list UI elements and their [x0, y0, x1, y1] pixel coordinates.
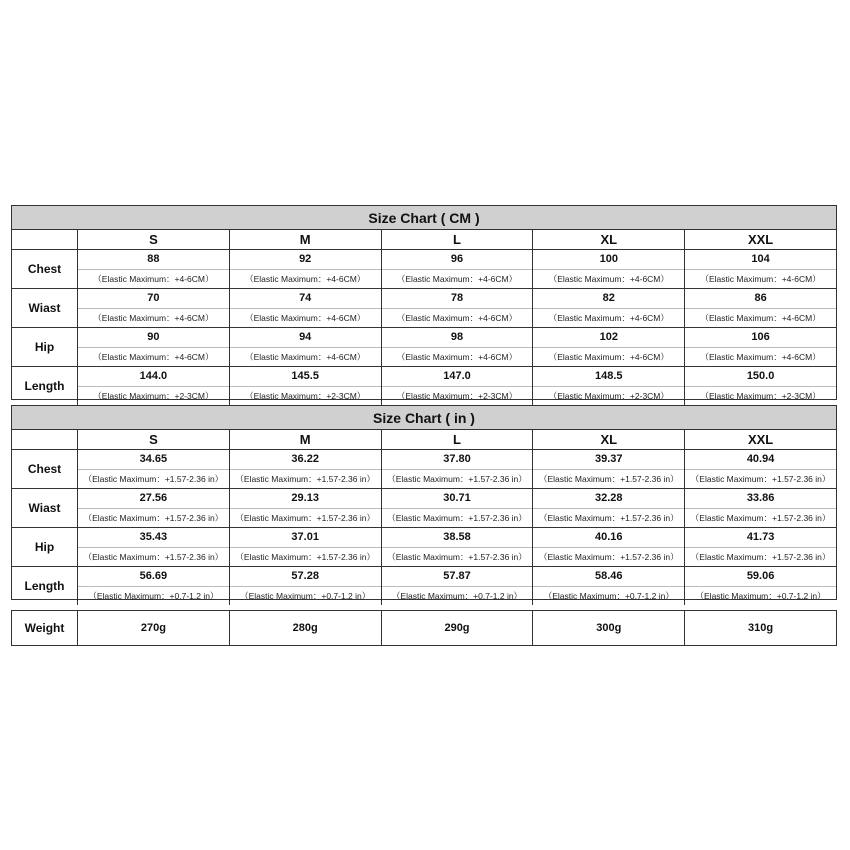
size-header-s: S: [78, 430, 230, 449]
measurement-cell: [78, 489, 230, 527]
measurement-cell: [533, 567, 685, 605]
measurement-cell: [78, 528, 230, 566]
measurement-cell: [78, 450, 230, 488]
header-corner: [12, 430, 78, 449]
size-header-xxl: XXL: [747, 432, 774, 447]
size-header-m: M: [230, 430, 382, 449]
measurement-value: 58.46: [533, 567, 684, 587]
measurement-value: 98: [382, 328, 533, 348]
measurement-cell: [382, 367, 534, 405]
elastic-note: （Elastic Maximum：+1.57-2.36 in）: [83, 473, 224, 484]
elastic-note: （Elastic Maximum：+4-6CM）: [396, 351, 518, 362]
row-label: Length: [12, 367, 78, 405]
measurement-cell: [685, 250, 836, 288]
measurement-cell: [230, 567, 382, 605]
measurement-cell: [685, 450, 836, 488]
measurement-value: 145.5: [230, 367, 381, 387]
elastic-note: （Elastic Maximum：+1.57-2.36 in）: [690, 551, 831, 562]
elastic-note: （Elastic Maximum：+1.57-2.36 in）: [690, 512, 831, 523]
measurement-cell: [230, 328, 382, 366]
size-header-row: [12, 230, 836, 250]
size-chart-cm-table: [11, 205, 837, 400]
measurement-value: 94: [230, 328, 381, 348]
elastic-note: （Elastic Maximum：+1.57-2.36 in）: [387, 512, 527, 523]
elastic-note: （Elastic Maximum：+1.57-2.36 in）: [83, 551, 224, 562]
measurement-cell: [78, 567, 230, 605]
measurement-value: 147.0: [382, 367, 533, 387]
elastic-note: （Elastic Maximum：+4-6CM）: [245, 312, 366, 323]
elastic-note: （Elastic Maximum：+1.57-2.36 in）: [387, 473, 527, 484]
measurement-cell: [78, 328, 230, 366]
row-label: Hip: [12, 528, 78, 566]
elastic-note: （Elastic Maximum：+2-3CM）: [93, 390, 214, 401]
measurement-value: 144.0: [78, 367, 229, 387]
weight-table: [11, 610, 837, 646]
row-label: Wiast: [12, 489, 78, 527]
elastic-note: （Elastic Maximum：+1.57-2.36 in）: [83, 512, 224, 523]
measurement-value: 92: [230, 250, 381, 270]
size-header-row: [12, 430, 836, 450]
measurement-value: 34.65: [78, 450, 229, 470]
measurement-cell: [230, 489, 382, 527]
measurement-value: 104: [685, 250, 836, 270]
elastic-note: （Elastic Maximum：+2-3CM）: [245, 390, 366, 401]
measurement-cell: [533, 250, 685, 288]
measurement-value: 86: [685, 289, 836, 309]
size-header-xl: XL: [533, 230, 685, 249]
elastic-note: （Elastic Maximum：+2-3CM）: [700, 390, 821, 401]
elastic-note: （Elastic Maximum：+0.7-1.2 in）: [543, 590, 674, 601]
measurement-cell: [685, 289, 836, 327]
measurement-value: 70: [78, 289, 229, 309]
measurement-value: 56.69: [78, 567, 229, 587]
elastic-note: （Elastic Maximum：+4-6CM）: [396, 273, 518, 284]
elastic-note: （Elastic Maximum：+4-6CM）: [548, 312, 669, 323]
measurement-cell: [78, 289, 230, 327]
measurement-value: 100: [533, 250, 684, 270]
measurement-value: 78: [382, 289, 533, 309]
measurement-value: 27.56: [78, 489, 229, 509]
measurement-cell: [685, 367, 836, 405]
measurement-value: 82: [533, 289, 684, 309]
size-chart-in-table: [11, 405, 837, 600]
measurement-value: 37.01: [230, 528, 381, 548]
table-row: [12, 450, 836, 489]
measurement-cell: [533, 367, 685, 405]
measurement-cell: [533, 328, 685, 366]
measurement-cell: [382, 289, 534, 327]
measurement-cell: [230, 528, 382, 566]
measurement-value: 36.22: [230, 450, 381, 470]
elastic-note: （Elastic Maximum：+0.7-1.2 in）: [695, 590, 826, 601]
measurement-cell: [230, 450, 382, 488]
table-row: [12, 328, 836, 367]
measurement-cell: [230, 367, 382, 405]
weight-value: 310g: [748, 622, 774, 634]
measurement-value: 30.71: [382, 489, 533, 509]
measurement-value: 39.37: [533, 450, 684, 470]
elastic-note: （Elastic Maximum：+1.57-2.36 in）: [235, 473, 375, 484]
measurement-value: 96: [382, 250, 533, 270]
elastic-note: （Elastic Maximum：+1.57-2.36 in）: [538, 512, 679, 523]
measurement-cell: [533, 489, 685, 527]
measurement-value: 32.28: [533, 489, 684, 509]
table-row: [12, 489, 836, 528]
elastic-note: （Elastic Maximum：+4-6CM）: [245, 273, 366, 284]
measurement-cell: [230, 250, 382, 288]
table-title: Size Chart ( in ): [12, 406, 836, 430]
measurement-cell: [382, 567, 534, 605]
table-row: [12, 567, 836, 605]
measurement-value: 90: [78, 328, 229, 348]
measurement-value: 38.58: [382, 528, 533, 548]
measurement-cell: [382, 489, 534, 527]
weight-label: Weight: [12, 611, 78, 645]
size-header-s: S: [78, 230, 230, 249]
measurement-cell: [382, 450, 534, 488]
weight-value: 300g: [533, 611, 685, 645]
elastic-note: （Elastic Maximum：+4-6CM）: [93, 351, 214, 362]
elastic-note: （Elastic Maximum：+1.57-2.36 in）: [387, 551, 527, 562]
measurement-value: 88: [78, 250, 229, 270]
row-label: Hip: [12, 328, 78, 366]
measurement-cell: [78, 367, 230, 405]
measurement-cell: [230, 289, 382, 327]
elastic-note: （Elastic Maximum：+1.57-2.36 in）: [538, 473, 679, 484]
row-label: Chest: [12, 250, 78, 288]
row-label: Wiast: [12, 289, 78, 327]
elastic-note: （Elastic Maximum：+4-6CM）: [93, 312, 214, 323]
measurement-value: 148.5: [533, 367, 684, 387]
elastic-note: （Elastic Maximum：+4-6CM）: [548, 351, 669, 362]
measurement-value: 106: [685, 328, 836, 348]
measurement-value: 74: [230, 289, 381, 309]
measurement-cell: [685, 328, 836, 366]
weight-value: 270g: [78, 611, 230, 645]
weight-row: [12, 611, 836, 645]
measurement-cell: [685, 489, 836, 527]
elastic-note: （Elastic Maximum：+2-3CM）: [548, 390, 669, 401]
measurement-value: 102: [533, 328, 684, 348]
measurement-cell: [382, 528, 534, 566]
size-header-l: L: [382, 230, 534, 249]
measurement-value: 57.87: [382, 567, 533, 587]
elastic-note: （Elastic Maximum：+1.57-2.36 in）: [235, 551, 375, 562]
table-row: [12, 528, 836, 567]
measurement-value: 29.13: [230, 489, 381, 509]
row-label: Chest: [12, 450, 78, 488]
weight-value: 290g: [382, 611, 534, 645]
elastic-note: （Elastic Maximum：+0.7-1.2 in）: [391, 590, 523, 601]
elastic-note: （Elastic Maximum：+4-6CM）: [245, 351, 366, 362]
measurement-cell: [533, 528, 685, 566]
measurement-value: 33.86: [685, 489, 836, 509]
measurement-cell: [685, 528, 836, 566]
size-header-xl: XL: [533, 430, 685, 449]
size-header-xxl: XXL: [747, 232, 774, 247]
elastic-note: （Elastic Maximum：+4-6CM）: [700, 312, 821, 323]
elastic-note: （Elastic Maximum：+1.57-2.36 in）: [235, 512, 375, 523]
measurement-cell: [382, 328, 534, 366]
table-row: [12, 367, 836, 405]
elastic-note: （Elastic Maximum：+1.57-2.36 in）: [538, 551, 679, 562]
elastic-note: （Elastic Maximum：+4-6CM）: [396, 312, 518, 323]
size-header-l: L: [382, 430, 534, 449]
measurement-value: 150.0: [685, 367, 836, 387]
measurement-cell: [382, 250, 534, 288]
row-label: Length: [12, 567, 78, 605]
measurement-value: 40.94: [685, 450, 836, 470]
measurement-value: 41.73: [685, 528, 836, 548]
measurement-cell: [685, 567, 836, 605]
measurement-value: 57.28: [230, 567, 381, 587]
size-header-m: M: [230, 230, 382, 249]
elastic-note: （Elastic Maximum：+4-6CM）: [548, 273, 669, 284]
elastic-note: （Elastic Maximum：+0.7-1.2 in）: [88, 590, 219, 601]
measurement-cell: [533, 450, 685, 488]
table-title: Size Chart ( CM ): [12, 206, 836, 230]
header-corner: [12, 230, 78, 249]
elastic-note: （Elastic Maximum：+4-6CM）: [700, 351, 821, 362]
measurement-value: 40.16: [533, 528, 684, 548]
elastic-note: （Elastic Maximum：+4-6CM）: [93, 273, 214, 284]
elastic-note: （Elastic Maximum：+0.7-1.2 in）: [240, 590, 371, 601]
elastic-note: （Elastic Maximum：+4-6CM）: [700, 273, 821, 284]
elastic-note: （Elastic Maximum：+2-3CM）: [396, 390, 518, 401]
table-row: [12, 250, 836, 289]
table-row: [12, 289, 836, 328]
measurement-value: 37.80: [382, 450, 533, 470]
weight-value: 280g: [230, 611, 382, 645]
measurement-cell: [533, 289, 685, 327]
measurement-cell: [78, 250, 230, 288]
measurement-value: 59.06: [685, 567, 836, 587]
elastic-note: （Elastic Maximum：+1.57-2.36 in）: [690, 473, 831, 484]
measurement-value: 35.43: [78, 528, 229, 548]
